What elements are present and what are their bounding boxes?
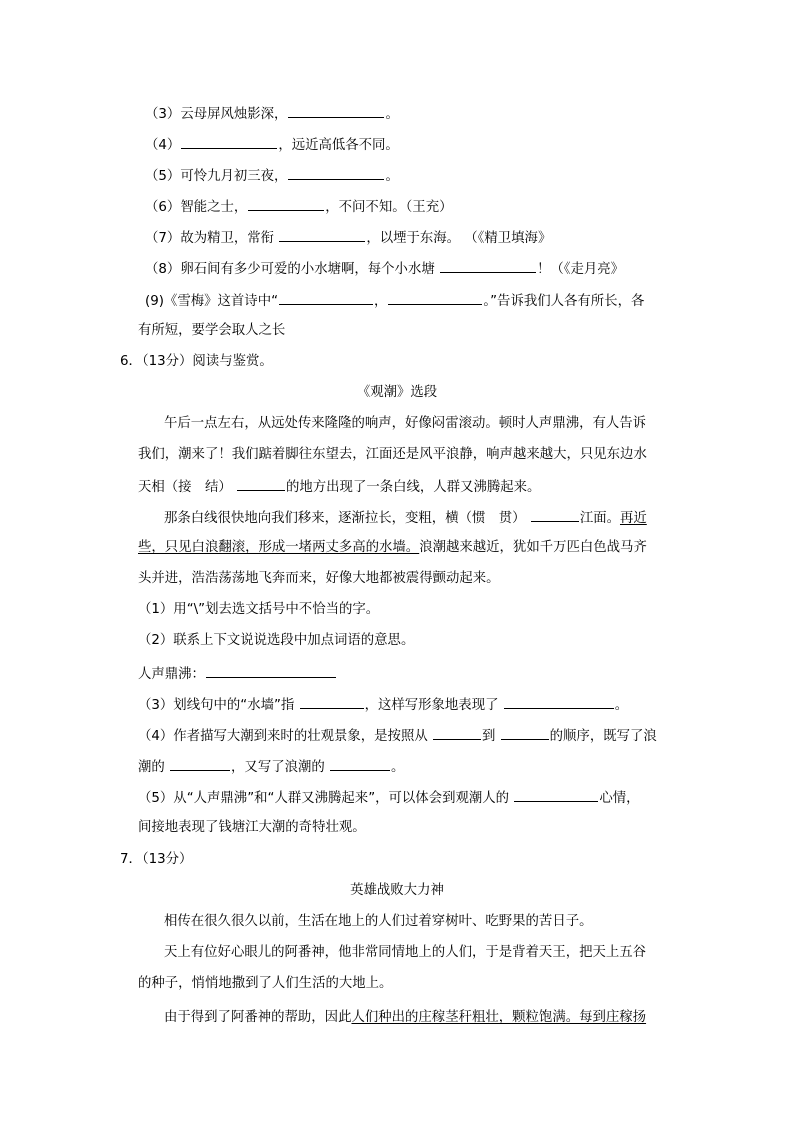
sub-question-2: （2）联系上下文说说选段中加点词语的意思。: [138, 633, 415, 648]
answer-blank[interactable]: [504, 695, 614, 709]
item-number: (9): [145, 294, 164, 309]
q5-item-5: [145, 166, 399, 186]
answer-blank[interactable]: [330, 757, 390, 771]
sub-question-2-answer: [138, 664, 337, 684]
question-text: 。: [391, 760, 405, 775]
sub-question-4: [138, 726, 657, 746]
item-end: 。”告诉我们人各有所长，各: [483, 294, 645, 309]
sub-question-1: （1）用“\”划去选文括号中不恰当的字。: [138, 602, 380, 617]
item-text: ，远近高低各不同。: [278, 138, 399, 153]
answer-blank[interactable]: [237, 477, 285, 491]
question-text: ，又写了浪潮的: [231, 760, 325, 775]
item-end: ，以堙于东海。 （《精卫填海》: [366, 231, 552, 246]
story-paragraph-3-line-1: [164, 1009, 646, 1027]
question-text: （3）划线句中的“水墙”指: [138, 698, 295, 713]
answer-blank[interactable]: [440, 259, 536, 273]
item-text: 故为精卫，常衔: [180, 231, 275, 246]
item-number: （8）: [145, 262, 181, 277]
q5-item-9: [145, 291, 644, 311]
question-text: 潮的: [138, 760, 165, 775]
question-text: （5）从“人声鼎沸”和“人群又沸腾起来”，可以体会到观潮人的: [138, 791, 510, 806]
answer-blank[interactable]: [248, 197, 324, 211]
passage-paragraph-1-line-1: 午后一点左右，从远处传来隆隆的响声，好像闷雷滚动。顿时人声鼎沸，有人告诉: [164, 416, 647, 431]
answer-blank[interactable]: [288, 166, 384, 180]
passage-text: 江面。: [579, 511, 620, 526]
question-text: 到: [482, 729, 496, 744]
underlined-sentence: 人们种出的庄稼茎秆粗壮，颗粒饱满。每到庄稼扬: [351, 1010, 647, 1025]
passage-paragraph-1-line-2: 我们，潮来了！我们踮着脚往东望去，江面还是风平浪静，响声越来越大，只见东边水: [138, 447, 647, 462]
story-paragraph-1: 相传在很久很久以前，生活在地上的人们过着穿树叶、吃野果的苦日子。: [164, 914, 593, 929]
story-paragraph-2-line-2: 的种子，悄悄地撒到了人们生活的大地上。: [138, 976, 393, 991]
passage-paragraph-1-line-3: [138, 477, 540, 497]
question-text: 。: [614, 698, 629, 713]
sub-question-4-continued: [138, 757, 404, 777]
question-text: 心情，: [599, 791, 640, 806]
item-mid: ，: [374, 294, 388, 309]
item-end: 。: [385, 107, 399, 122]
item-text: 卵石间有多少可爱的小水塘啊，每个小水塘: [180, 262, 435, 277]
answer-blank[interactable]: [388, 291, 482, 305]
passage-text: 的地方出现了一条白线，人群又沸腾起来。: [286, 480, 541, 495]
q5-item-3: [145, 104, 399, 124]
item-text: 云母屏风烛影深，: [180, 107, 288, 122]
item-text: 可怜九月初三夜，: [180, 169, 288, 184]
question-6-header: 6．（13分）阅读与鉴赏。: [120, 354, 273, 369]
passage-text: 那条白线很快地向我们移来，逐渐拉长，变粗，横（惯 贯）: [164, 511, 526, 526]
passage-text: 浪潮越来越近，犹如千万匹白色战马齐: [419, 540, 647, 555]
q5-item-9-continued: 有所短，要学会取人之长: [138, 323, 286, 338]
answer-blank[interactable]: [300, 695, 364, 709]
answer-blank[interactable]: [279, 228, 365, 242]
answer-blank[interactable]: [181, 135, 277, 149]
passage-paragraph-2-line-2: [138, 539, 647, 557]
question-text: （4）作者描写大潮到来时的壮观景象，是按照从: [138, 729, 428, 744]
question-7-header: 7．（13分）: [120, 852, 193, 867]
underlined-sentence: 些，只见白浪翻滚，形成一堵两丈多高的水墙。: [138, 540, 420, 555]
item-number: （4）: [145, 138, 181, 153]
passage-paragraph-2-line-3: 头并进，浩浩荡荡地飞奔而来，好像大地都被震得颤动起来。: [138, 571, 500, 586]
passage-title: 《观潮》选段: [356, 385, 438, 400]
q5-item-7: [145, 228, 551, 248]
underlined-sentence: 再近: [619, 511, 647, 526]
item-number: （3）: [145, 107, 181, 122]
sub-question-5: [138, 788, 639, 808]
story-text: 由于得到了阿番神的帮助，因此: [164, 1010, 352, 1025]
answer-blank[interactable]: [433, 726, 481, 740]
item-number: （5）: [145, 169, 181, 184]
choice-text: 天相（接 结）: [138, 480, 232, 495]
answer-label: 人声鼎沸：: [138, 667, 205, 682]
answer-blank[interactable]: [279, 291, 373, 305]
answer-blank[interactable]: [206, 664, 336, 678]
answer-blank[interactable]: [531, 508, 579, 522]
item-number: （7）: [145, 231, 181, 246]
item-text: 《雪梅》这首诗中“: [163, 294, 279, 309]
passage-paragraph-2-line-1: [164, 508, 647, 528]
item-end: 。: [385, 169, 399, 184]
q5-item-6: [145, 197, 452, 217]
item-end: ！（《走月亮》: [537, 262, 625, 277]
answer-blank[interactable]: [514, 788, 598, 802]
item-end: ，不问不知。（王充）: [325, 200, 453, 215]
sub-question-3: [138, 695, 628, 715]
story-paragraph-2-line-1: 天上有位好心眼儿的阿番神，他非常同情地上的人们，于是背着天王，把天上五谷: [164, 945, 647, 960]
sub-question-5-continued: 间接地表现了钱塘江大潮的奇特壮观。: [138, 820, 366, 835]
answer-blank[interactable]: [170, 757, 230, 771]
story-title: 英雄战败大力神: [350, 883, 444, 898]
question-text: ，这样写形象地表现了: [364, 698, 499, 713]
answer-blank[interactable]: [501, 726, 549, 740]
answer-blank[interactable]: [288, 104, 384, 118]
q5-item-4: [145, 135, 399, 155]
item-number: （6）: [145, 200, 181, 215]
question-text: 的顺序，既写了浪: [549, 729, 657, 744]
item-text: 智能之士，: [180, 200, 248, 215]
q5-item-8: [145, 259, 624, 279]
